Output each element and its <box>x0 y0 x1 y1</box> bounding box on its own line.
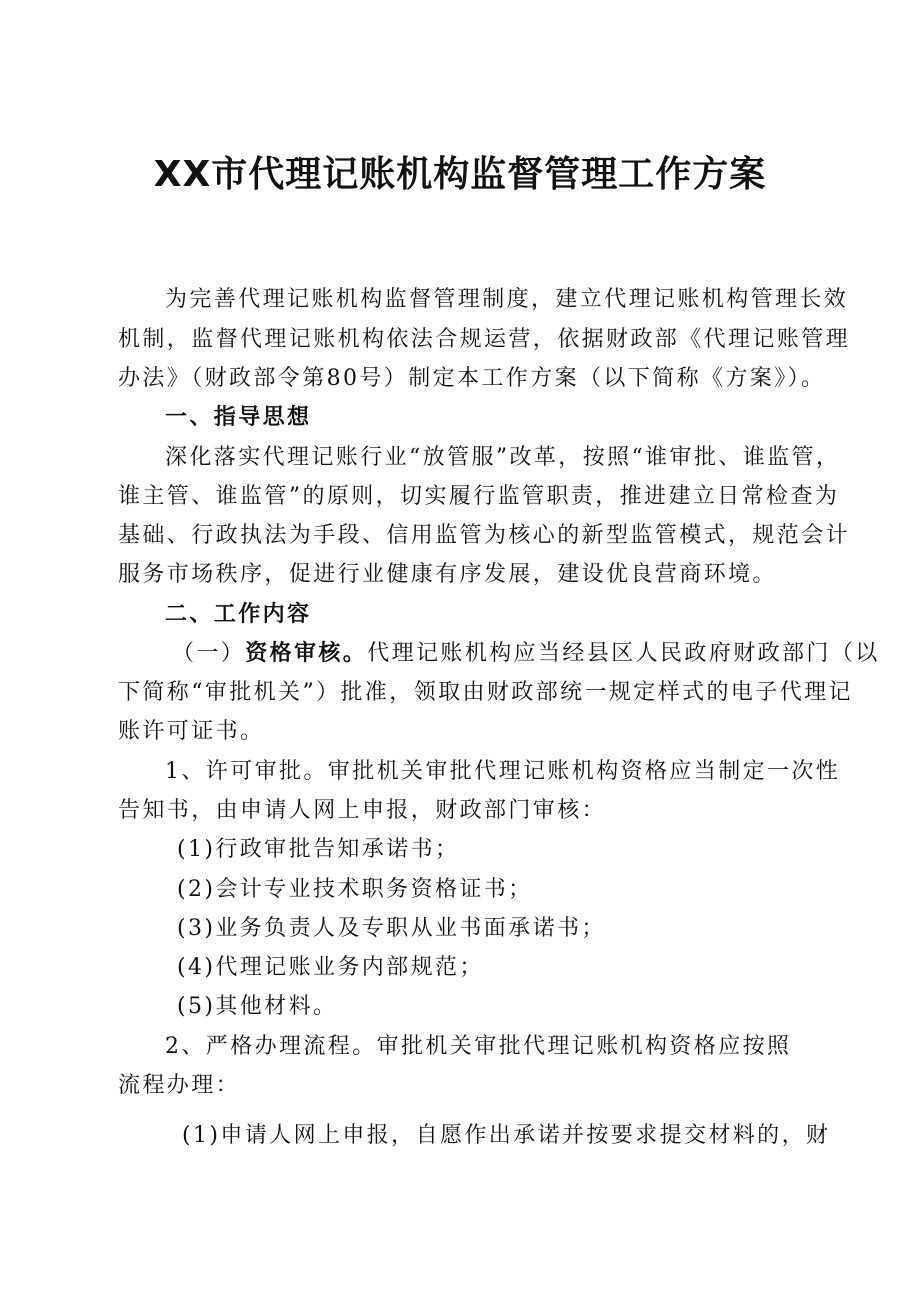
paragraph-line: 告知书，由申请人网上申报，财政部门审核： <box>118 798 607 823</box>
document-title: XX市代理记账机构监督管理工作方案 <box>153 154 767 195</box>
paragraph-line: 谁主管、谁监管”的原则，切实履行监管职责，推进建立日常检查为 <box>118 484 840 509</box>
list-item: (3)业务负责人及专职从业书面承诺书； <box>177 916 606 941</box>
subsection-text: 代理记账机构应当经县区人民政府财政部门（以 <box>367 641 880 666</box>
paragraph-line: 下简称“审批机关”）批准，领取由财政部统一规定样式的电子代理记 <box>118 680 853 705</box>
paragraph-line: 流程办理： <box>118 1073 241 1098</box>
paragraph-line: 服务市场秩序，促进行业健康有序发展，建设优良营商环境。 <box>118 562 777 587</box>
subsection-line <box>172 639 880 669</box>
list-item: (1)行政审批告知承诺书； <box>177 837 460 862</box>
list-item: (5)其他材料。 <box>177 994 338 1019</box>
subsection-title: 资格审核。 <box>245 641 368 666</box>
list-item: (4)代理记账业务内部规范； <box>177 955 484 980</box>
paragraph-line: 1、许可审批。审批机关审批代理记账机构资格应当制定一次性 <box>165 759 841 784</box>
section-heading: 一、指导思想 <box>165 405 312 430</box>
section-heading: 二、工作内容 <box>165 602 312 627</box>
paragraph-line: 2、严格办理流程。审批机关审批代理记账机构资格应按照 <box>165 1034 792 1059</box>
paragraph-line: 为完善代理记账机构监督管理制度，建立代理记账机构管理长效 <box>165 287 849 312</box>
paragraph-line: 机制，监督代理记账机构依法合规运营，依据财政部《代理记账管理 <box>118 327 851 352</box>
list-item: (2)会计专业技术职务资格证书； <box>177 877 533 902</box>
paragraph-line: 基础、行政执法为手段、信用监管为核心的新型监管模式，规范会计 <box>118 523 851 548</box>
paragraph-line: 办法》（财政部令第80号）制定本工作方案（以下简称《方案》）。 <box>118 366 826 391</box>
subsection-number: （一） <box>172 641 246 666</box>
paragraph-line: 账许可证书。 <box>118 719 265 744</box>
paragraph-line: 深化落实代理记账行业“放管服”改革，按照“谁审批、谁监管， <box>165 445 841 470</box>
list-item: (1)申请人网上申报，自愿作出承诺并按要求提交材料的，财 <box>182 1123 831 1148</box>
